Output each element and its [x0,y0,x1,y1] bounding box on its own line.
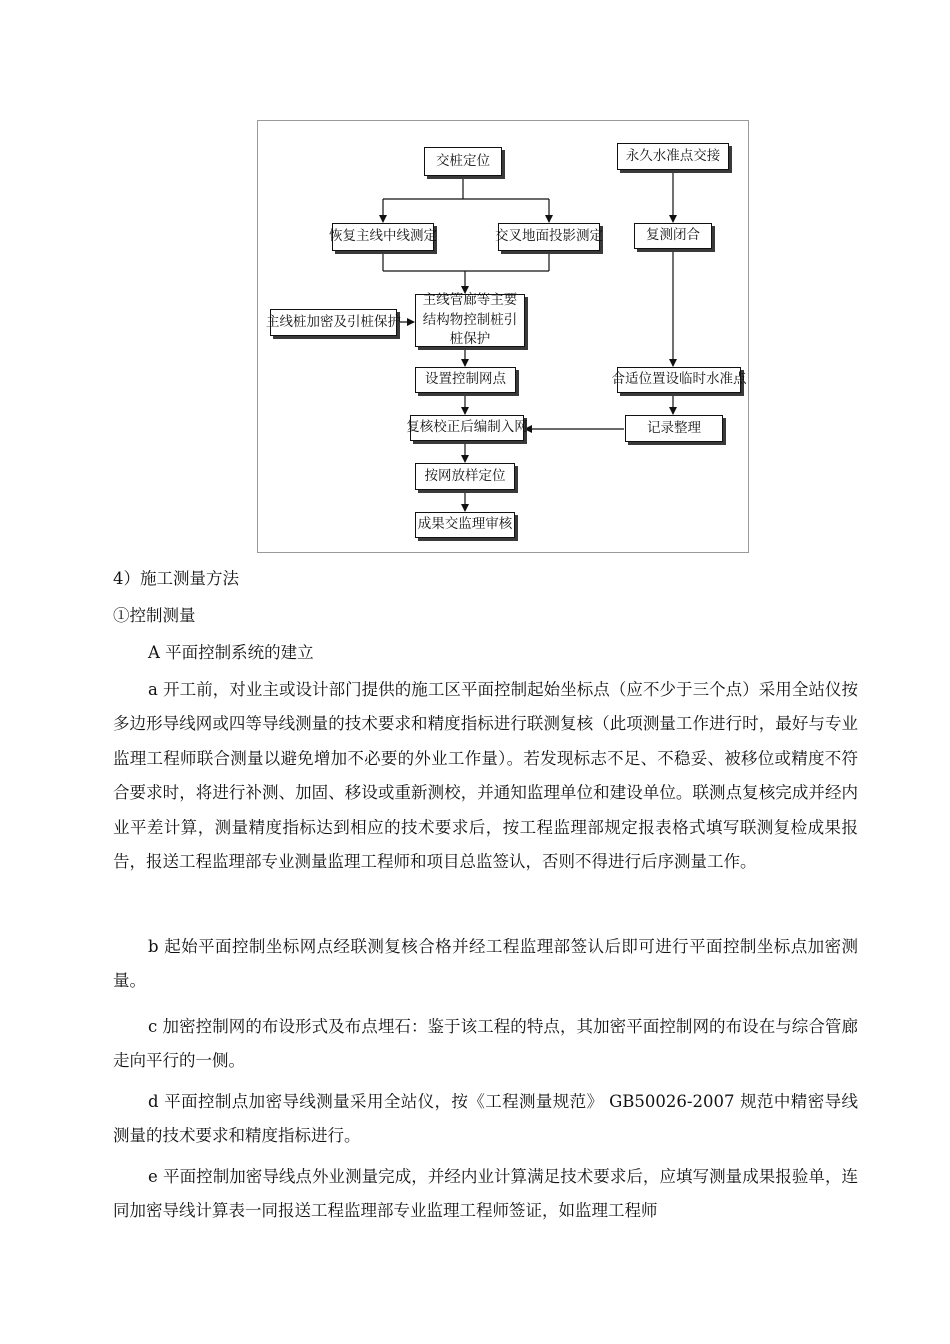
paragraph-c: c 加密控制网的布设形式及布点埋石：鉴于该工程的特点，其加密平面控制网的布设在与综合管廊走向平行的一侧。 [113,1017,858,1071]
flow-node-verify-network: 复核校正后编制入网 [410,415,524,441]
section-heading-control-survey: ①控制测量 [113,606,196,625]
section-heading-4: 4）施工测量方法 [113,569,239,588]
paragraph-d: d 平面控制点加密导线测量采用全站仪，按《工程测量规范》 GB50026-2007 规范中精密导线测量的技术要求和精度指标进行。 [113,1092,858,1146]
flow-node-record: 记录整理 [625,415,723,442]
flow-node-layout: 按网放样定位 [415,463,515,490]
flow-node-resurvey-closure: 复测闭合 [634,223,712,249]
section-heading-A: A 平面控制系统的建立 [148,643,314,662]
flow-node-control-network: 设置控制网点 [415,367,516,393]
flow-node-crossing-projection: 交叉地面投影测定 [498,223,600,251]
paragraph-a: a 开工前，对业主或设计部门提供的施工区平面控制起始坐标点（应不少于三个点）采用全站仪按多边形导线网或四等导线测量的技术要求和精度指标进行联测复核（此项测量工作进行时，最好与专业监理工程师联合测量以避免增加不必要的外业工作量）。若发现标志不足、不稳妥、被移位或精度不符合要求时，将进行补测、加固、移设或重新测校，并通知监理单位和建设单位。联测点复核完成并经内业平差计算，测量精度指标达到相应的技术要求后，按工程监理部规定报表格式填写联测复检成果报告，报送工程监理部专业测量监理工程师和项目总监签认，否则不得进行后序测量工作。 [113,680,858,872]
flow-node-structure-control-stakes: 主线管廊等主要结构物控制桩引桩保护 [415,294,525,347]
flow-node-temp-benchmark: 合适位置设临时水准点 [617,367,741,393]
flow-node-stake-handover: 交桩定位 [424,147,502,176]
flow-node-benchmark-handover: 永久水准点交接 [617,143,729,170]
paragraph-e: e 平面控制加密导线点外业测量完成，并经内业计算满足技术要求后，应填写测量成果报验单，连同加密导线计算表一同报送工程监理部专业监理工程师签证，如监理工程师 [113,1167,858,1221]
flow-node-stake-densify: 主线桩加密及引桩保护 [270,309,397,336]
survey-flowchart [257,120,749,553]
flow-node-restore-centerline: 恢复主线中线测定 [332,223,434,251]
paragraph-b: b 起始平面控制坐标网点经联测复核合格并经工程监理部签认后即可进行平面控制坐标点加密测量。 [113,937,858,991]
flow-node-submit-supervision: 成果交监理审核 [415,512,515,538]
